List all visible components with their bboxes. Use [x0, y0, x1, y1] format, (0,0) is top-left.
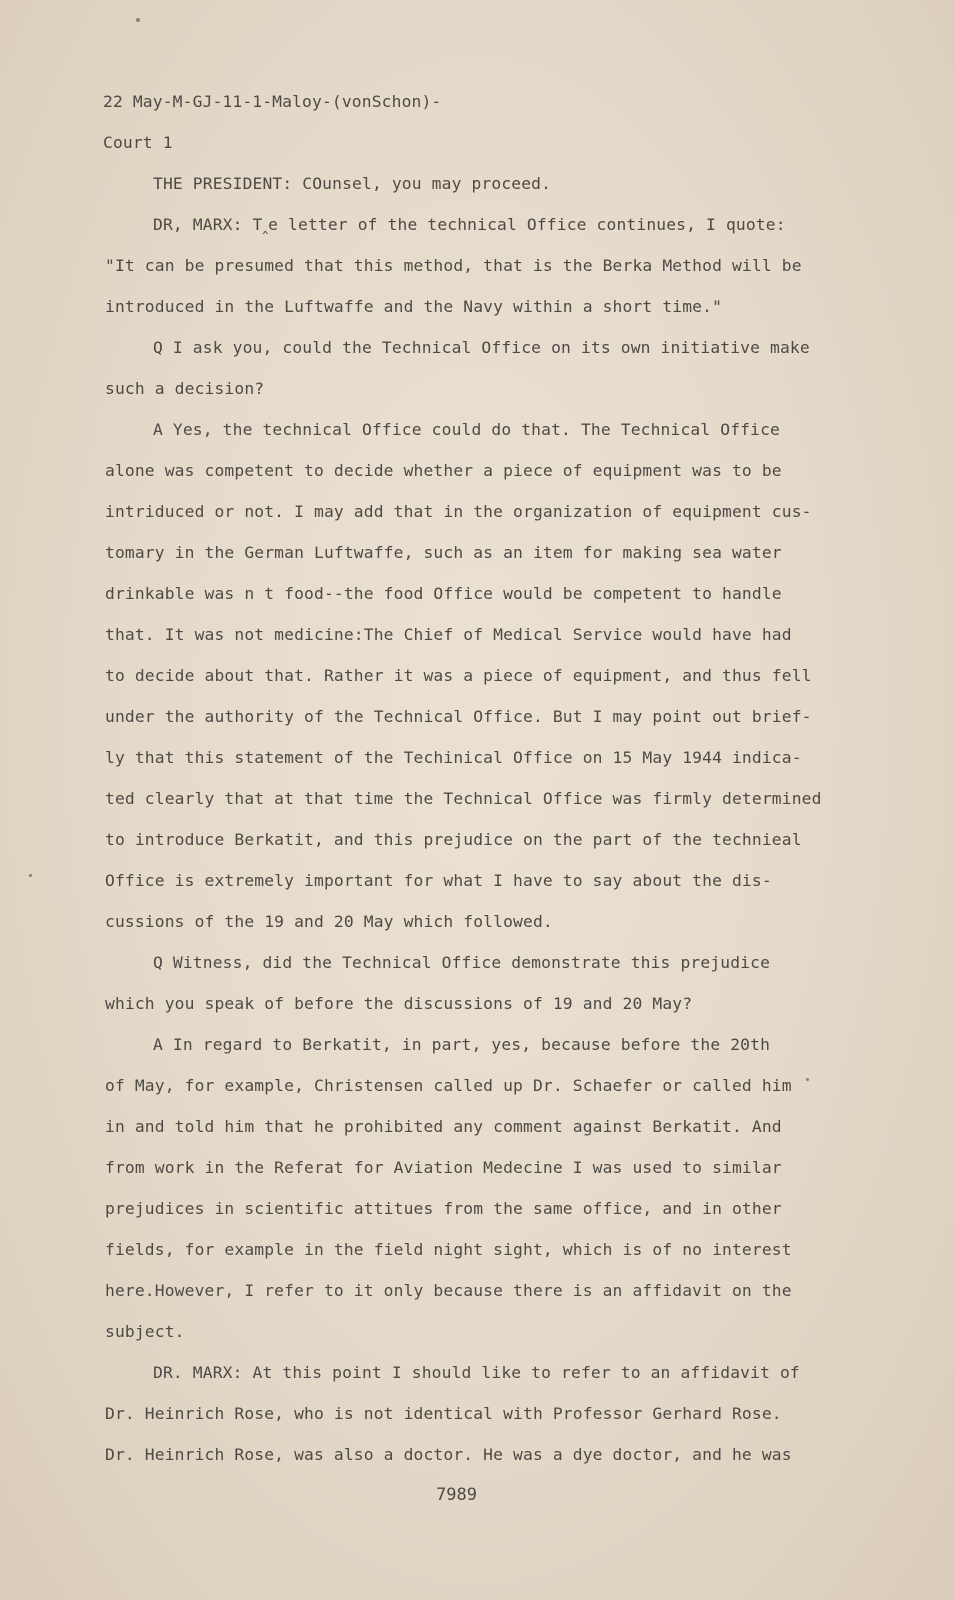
paper-speck	[136, 18, 140, 22]
document-page: 22 May-M-GJ-11-1-Maloy-(vonSchon)- Court 1 THE PRESIDENT: COunsel, you may proceed. DR, MARX: T‸e letter of the technical Office continues, I quote: "It can be presumed that this method, that is the Berka Method will be introduced in the Luftwaffe and the Navy within a short time." Q I ask you, could the Technical Office on its own initiative make such a decision? A Yes, the technical Office could do that. The Technical Office alone was competent to decide whether a piece of equipment was to be intriduced or not. I may add that in the organization of equipment cus- tomary in the German Luftwaffe, such as an item for making sea water drinkable was n t food--the food Office would be competent to handle that. It was not medicine:The Chief of Medical Service would have had to decide about that. Rather it was a piece of equipment, and thus fell under the authority of the Technical Office. But I may point out brief- ly that this statement of the Techinical Office on 15 May 1944 indica- ted clearly that at that time the Technical Office was firmly determined to introduce Berkatit, and this prejudice on the part of the technieal Office is extremely important for what I have to say about the dis- cussions of the 19 and 20 May which followed. Q Witness, did the Technical Office demonstrate this prejudice which you speak of before the discussions of 19 and 20 May? A In regard to Berkatit, in part, yes, because before the 20th of May, for example, Christensen called up Dr. Schaefer or called him in and told him that he prohibited any comment against Berkatit. And from work in the Referat for Aviation Medecine I was used to similar prejudices in scientific attitues from the same office, and in other fields, for example in the field night sight, which is of no interest here.However, I refer to it only because there is an affidavit on the subject. DR. MARX: At this point I should like to refer to an affidavit of Dr. Heinrich Rose, who is not identical with Professor Gerhard Rose. Dr. Heinrich Rose, was also a doctor. He was a dye doctor, and he was 7989	[0, 0, 954, 1600]
header-court-text: Court 1	[103, 133, 173, 152]
paper-speck	[29, 874, 32, 877]
header-reference-text: 22 May-M-GJ-11-1-Maloy-(vonSchon)-	[103, 92, 442, 111]
page-number: 7989	[436, 1485, 477, 1505]
paper-speck	[806, 1078, 809, 1081]
